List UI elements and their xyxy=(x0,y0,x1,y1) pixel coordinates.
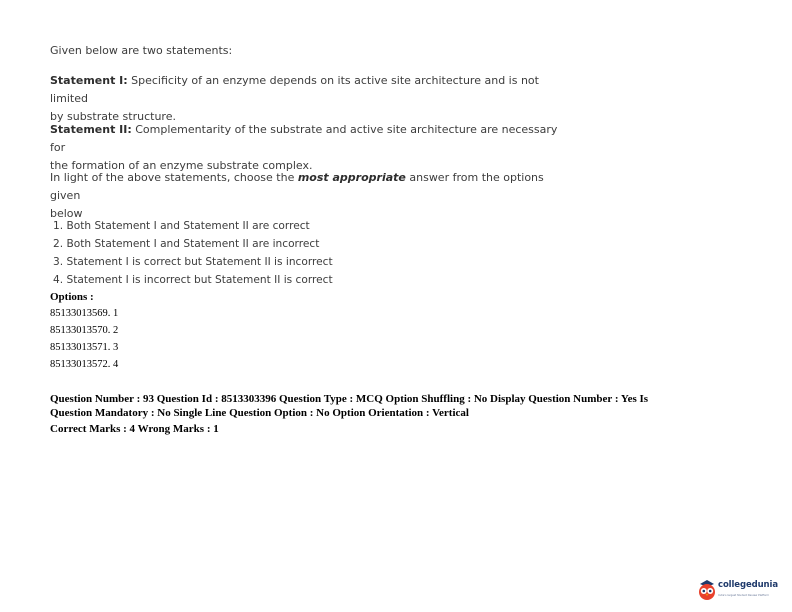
collegedunia-logo xyxy=(697,578,785,604)
option-code-4: 85133013572. 4 xyxy=(50,359,119,370)
answer-choice-3: 3. Statement I is correct but Statement II is incorrect xyxy=(53,256,333,268)
instruction xyxy=(50,169,570,223)
metadata-line-3: Correct Marks : 4 Wrong Marks : 1 xyxy=(50,423,219,435)
answer-choices xyxy=(53,217,333,289)
statement-1-label: Statement I: xyxy=(50,74,128,87)
owl-logo-icon xyxy=(697,578,717,602)
instruction-emphasis: most appropriate xyxy=(297,171,406,184)
question-intro: Given below are two statements: xyxy=(50,44,233,57)
statement-1-text-line1: Specificity of an enzyme depends on its active site architecture and is not limited xyxy=(50,74,539,105)
option-code-1: 85133013569. 1 xyxy=(50,308,119,319)
statement-2-text-line2: the formation of an enzyme substrate complex. xyxy=(50,159,313,172)
metadata-line-2: Question Mandatory : No Single Line Question Option : No Option Orientation : Vertical xyxy=(50,407,469,419)
answer-choice-4: 4. Statement I is incorrect but Statement II is correct xyxy=(53,274,333,286)
options-title: Options : xyxy=(50,291,94,303)
option-codes xyxy=(50,305,118,373)
instruction-line2: below xyxy=(50,207,83,220)
answer-choice-1: 1. Both Statement I and Statement II are correct xyxy=(53,220,310,232)
question-metadata xyxy=(50,392,730,436)
option-code-2: 85133013570. 2 xyxy=(50,325,119,336)
statement-1-text-line2: by substrate structure. xyxy=(50,110,176,123)
option-code-3: 85133013571. 3 xyxy=(50,342,119,353)
logo-wordmark: collegedunia xyxy=(718,580,778,590)
instruction-after: answer from the options given xyxy=(50,171,544,202)
statement-2-label: Statement II: xyxy=(50,123,132,136)
answer-choice-2: 2. Both Statement I and Statement II are incorrect xyxy=(53,238,320,250)
metadata-line-1: Question Number : 93 Question Id : 8513303396 Question Type : MCQ Option Shuffling : No Display Question Number : Yes Is xyxy=(50,393,649,405)
statement-2 xyxy=(50,121,570,175)
statement-2-text-line1: Complementarity of the substrate and active site architecture are necessary for xyxy=(50,123,558,154)
instruction-before: In light of the above statements, choose the xyxy=(50,171,298,184)
statement-1 xyxy=(50,72,570,126)
logo-tagline: India's largest Student Review Platform xyxy=(718,594,770,597)
